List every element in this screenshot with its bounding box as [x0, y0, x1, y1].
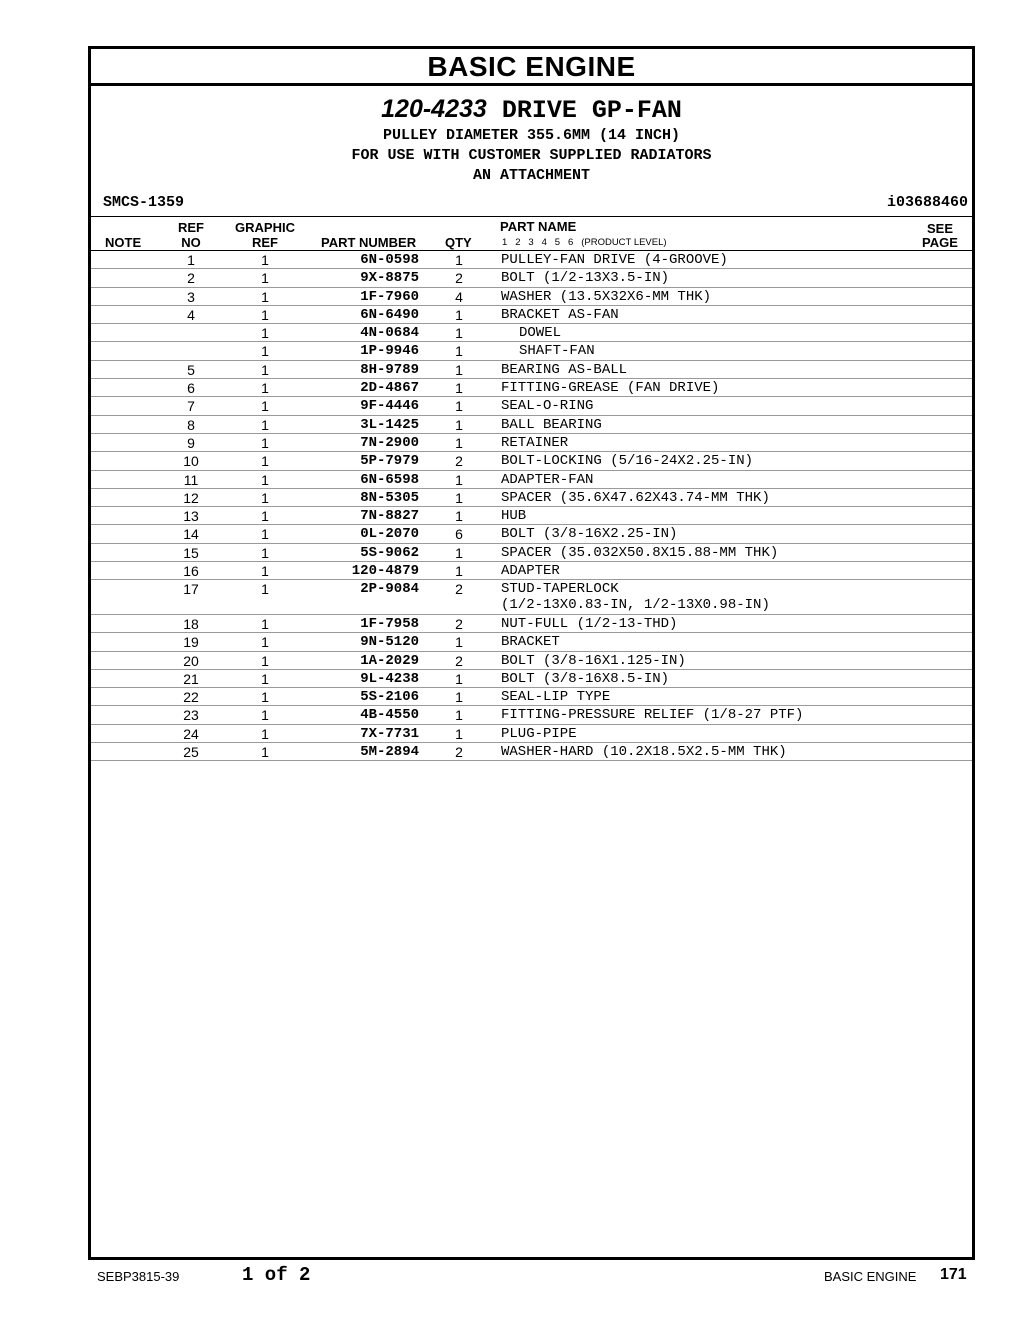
quantity: 1 — [455, 725, 463, 742]
group-description-line: FOR USE WITH CUSTOMER SUPPLIED RADIATORS — [351, 147, 712, 164]
section-title: BASIC ENGINE — [91, 49, 972, 86]
quantity: 1 — [455, 434, 463, 451]
part-number: 2D-4867 — [360, 380, 419, 397]
part-name: BOLT (3/8-16X1.125-IN) — [501, 652, 686, 669]
quantity: 1 — [455, 361, 463, 378]
smcs-row — [91, 192, 972, 216]
part-name: RETAINER — [501, 434, 569, 451]
graphic-ref: 1 — [261, 306, 269, 323]
part-number: 1P-9946 — [360, 343, 419, 360]
table-row — [91, 342, 972, 360]
part-name: BRACKET — [501, 634, 560, 651]
header-see-top: SEE — [926, 221, 953, 236]
graphic-ref: 1 — [261, 670, 269, 687]
part-number: 1F-7958 — [360, 615, 419, 632]
part-name: FITTING-GREASE (FAN DRIVE) — [501, 380, 720, 397]
table-row — [91, 544, 972, 562]
graphic-ref: 1 — [261, 398, 269, 415]
quantity: 1 — [455, 325, 463, 342]
part-number: 9F-4446 — [360, 398, 419, 415]
table-row — [91, 633, 972, 651]
header-product-level: 1 2 3 4 5 6 (PRODUCT LEVEL) — [502, 237, 667, 248]
table-row — [91, 471, 972, 489]
ref-no: 24 — [183, 725, 199, 742]
graphic-ref: 1 — [261, 526, 269, 543]
quantity: 4 — [455, 288, 463, 305]
page-footer — [0, 1264, 1020, 1290]
group-description-line: AN ATTACHMENT — [472, 167, 591, 184]
header-graphic-bottom: REF — [252, 235, 278, 250]
part-name: ADAPTER-FAN — [501, 471, 594, 488]
quantity: 1 — [455, 508, 463, 525]
table-row — [91, 562, 972, 580]
ref-no: 11 — [183, 471, 199, 488]
part-number: 4B-4550 — [360, 707, 419, 724]
part-number: 7N-8827 — [360, 508, 419, 525]
part-number: 3L-1425 — [360, 416, 419, 433]
table-row — [91, 688, 972, 706]
smcs-code: SMCS-1359 — [103, 194, 185, 211]
parts-list — [91, 251, 972, 761]
ref-no: 2 — [187, 270, 195, 287]
quantity: 1 — [455, 252, 463, 268]
part-name: FITTING-PRESSURE RELIEF (1/8-27 PTF) — [501, 707, 804, 724]
ref-no: 12 — [183, 489, 199, 506]
table-row — [91, 416, 972, 434]
graphic-ref: 1 — [261, 343, 269, 360]
table-row — [91, 615, 972, 633]
graphic-ref: 1 — [261, 563, 269, 580]
graphic-ref: 1 — [261, 544, 269, 561]
ref-no: 21 — [183, 670, 199, 687]
part-name: SPACER (35.032X50.8X15.88-MM THK) — [501, 544, 779, 561]
part-name: WASHER-HARD (10.2X18.5X2.5-MM THK) — [501, 744, 787, 761]
ref-no: 15 — [183, 544, 199, 561]
graphic-ref: 1 — [261, 652, 269, 669]
part-number: 5M-2894 — [360, 744, 419, 761]
part-number: 5S-2106 — [360, 689, 419, 706]
table-row — [91, 452, 972, 470]
graphic-ref: 1 — [261, 471, 269, 488]
quantity: 1 — [455, 563, 463, 580]
quantity: 6 — [455, 526, 463, 543]
graphic-ref: 1 — [261, 325, 269, 342]
group-description-line: PULLEY DIAMETER 355.6MM (14 INCH) — [382, 127, 681, 144]
ref-no: 5 — [187, 361, 195, 378]
table-row — [91, 525, 972, 543]
table-header — [91, 216, 972, 251]
page-frame — [88, 46, 975, 1260]
part-name: ADAPTER — [501, 563, 560, 580]
part-number: 6N-0598 — [360, 252, 419, 268]
part-name: BOLT-LOCKING (5/16-24X2.25-IN) — [501, 453, 754, 470]
table-row — [91, 251, 972, 269]
quantity: 2 — [455, 270, 463, 287]
table-row — [91, 706, 972, 724]
group-header — [91, 86, 972, 186]
part-name: BRACKET AS-FAN — [501, 306, 619, 323]
part-number: 0L-2070 — [360, 526, 419, 543]
footer-page-number: 171 — [940, 1266, 967, 1283]
footer-section: BASIC ENGINE — [824, 1269, 917, 1284]
part-number: 120-4879 — [351, 563, 419, 580]
quantity: 1 — [455, 707, 463, 724]
part-number: 1A-2029 — [360, 652, 419, 669]
header-ref-top: REF — [178, 220, 204, 235]
ref-no: 9 — [187, 434, 195, 451]
quantity: 1 — [455, 416, 463, 433]
part-name: HUB — [501, 508, 527, 525]
part-name: BEARING AS-BALL — [501, 361, 628, 378]
table-row — [91, 743, 972, 761]
ref-no: 13 — [183, 508, 199, 525]
graphic-ref: 1 — [261, 252, 269, 268]
ref-no: 10 — [183, 453, 199, 470]
part-number: 6N-6490 — [360, 306, 419, 323]
quantity: 2 — [455, 615, 463, 632]
table-row — [91, 670, 972, 688]
quantity: 2 — [455, 453, 463, 470]
footer-page-of: 1 of 2 — [242, 1264, 311, 1286]
table-row — [91, 306, 972, 324]
graphic-ref: 1 — [261, 744, 269, 761]
part-number: 6N-6598 — [360, 471, 419, 488]
group-part-number: 120-4233 — [381, 95, 487, 123]
table-row — [91, 397, 972, 415]
part-number: 9X-8875 — [360, 270, 419, 287]
part-name: PLUG-PIPE — [501, 725, 577, 742]
graphic-ref: 1 — [261, 725, 269, 742]
quantity: 1 — [455, 489, 463, 506]
graphic-ref: 1 — [261, 288, 269, 305]
table-row — [91, 507, 972, 525]
header-graphic-top: GRAPHIC — [235, 220, 295, 235]
graphic-ref: 1 — [261, 689, 269, 706]
ref-no: 17 — [183, 581, 199, 598]
header-ref-bottom: NO — [181, 235, 201, 250]
ref-no: 16 — [183, 563, 199, 580]
quantity: 1 — [455, 689, 463, 706]
part-number: 5S-9062 — [360, 544, 419, 561]
ref-no: 1 — [187, 252, 195, 268]
ref-no: 14 — [183, 526, 199, 543]
ref-no: 23 — [183, 707, 199, 724]
quantity: 2 — [455, 652, 463, 669]
illustration-id: i03688460 — [886, 194, 968, 211]
part-name: DOWEL — [519, 325, 562, 342]
graphic-ref: 1 — [261, 416, 269, 433]
part-number: 9N-5120 — [360, 634, 419, 651]
quantity: 1 — [455, 634, 463, 651]
table-row — [91, 725, 972, 743]
table-row — [91, 652, 972, 670]
ref-no: 22 — [183, 689, 199, 706]
table-row — [91, 361, 972, 379]
table-row — [91, 324, 972, 342]
header-see-bottom: PAGE — [922, 235, 958, 250]
graphic-ref: 1 — [261, 489, 269, 506]
graphic-ref: 1 — [261, 581, 269, 598]
ref-no: 19 — [183, 634, 199, 651]
group-title — [91, 94, 972, 126]
part-number: 9L-4238 — [360, 670, 419, 687]
quantity: 1 — [455, 398, 463, 415]
quantity: 1 — [455, 380, 463, 397]
header-qty: QTY — [445, 235, 472, 250]
part-name: WASHER (13.5X32X6-MM THK) — [501, 288, 712, 305]
graphic-ref: 1 — [261, 615, 269, 632]
ref-no: 20 — [183, 652, 199, 669]
table-row — [91, 269, 972, 287]
part-name: PULLEY-FAN DRIVE (4-GROOVE) — [501, 252, 728, 268]
part-name: BALL BEARING — [501, 416, 602, 433]
ref-no: 3 — [187, 288, 195, 305]
group-name: DRIVE GP-FAN — [501, 96, 682, 125]
part-number: 8H-9789 — [360, 361, 419, 378]
header-part-name: PART NAME — [500, 219, 577, 234]
part-name: SHAFT-FAN — [519, 343, 595, 360]
part-number: 5P-7979 — [360, 453, 419, 470]
quantity: 1 — [455, 544, 463, 561]
graphic-ref: 1 — [261, 434, 269, 451]
graphic-ref: 1 — [261, 508, 269, 525]
table-row — [91, 489, 972, 507]
footer-doc-number: SEBP3815-39 — [97, 1269, 180, 1284]
ref-no: 25 — [183, 744, 199, 761]
graphic-ref: 1 — [261, 270, 269, 287]
quantity: 2 — [455, 744, 463, 761]
graphic-ref: 1 — [261, 380, 269, 397]
part-number: 7N-2900 — [360, 434, 419, 451]
graphic-ref: 1 — [261, 707, 269, 724]
ref-no: 7 — [187, 398, 195, 415]
graphic-ref: 1 — [261, 453, 269, 470]
ref-no: 8 — [187, 416, 195, 433]
part-name: SEAL-LIP TYPE — [501, 689, 611, 706]
quantity: 1 — [455, 306, 463, 323]
part-number: 1F-7960 — [360, 288, 419, 305]
part-name: SEAL-O-RING — [501, 398, 594, 415]
table-row — [91, 288, 972, 306]
quantity: 1 — [455, 343, 463, 360]
part-name: BOLT (3/8-16X8.5-IN) — [501, 670, 670, 687]
part-name: STUD-TAPERLOCK (1/2-13X0.83-IN, 1/2-13X0.98-IN) — [501, 581, 770, 614]
table-row — [91, 580, 972, 615]
table-row — [91, 379, 972, 397]
ref-no: 4 — [187, 306, 195, 323]
header-note: NOTE — [105, 235, 142, 250]
quantity: 1 — [455, 471, 463, 488]
part-number: 7X-7731 — [360, 725, 419, 742]
part-name: SPACER (35.6X47.62X43.74-MM THK) — [501, 489, 770, 506]
ref-no: 18 — [183, 615, 199, 632]
part-name: NUT-FULL (1/2-13-THD) — [501, 615, 678, 632]
graphic-ref: 1 — [261, 361, 269, 378]
header-part-number: PART NUMBER — [321, 235, 417, 250]
part-name: BOLT (1/2-13X3.5-IN) — [501, 270, 670, 287]
quantity: 2 — [455, 581, 463, 598]
part-name: BOLT (3/8-16X2.25-IN) — [501, 526, 678, 543]
part-number: 2P-9084 — [360, 581, 419, 598]
graphic-ref: 1 — [261, 634, 269, 651]
part-number: 8N-5305 — [360, 489, 419, 506]
ref-no: 6 — [187, 380, 195, 397]
table-row — [91, 434, 972, 452]
quantity: 1 — [455, 670, 463, 687]
part-number: 4N-0684 — [360, 325, 419, 342]
